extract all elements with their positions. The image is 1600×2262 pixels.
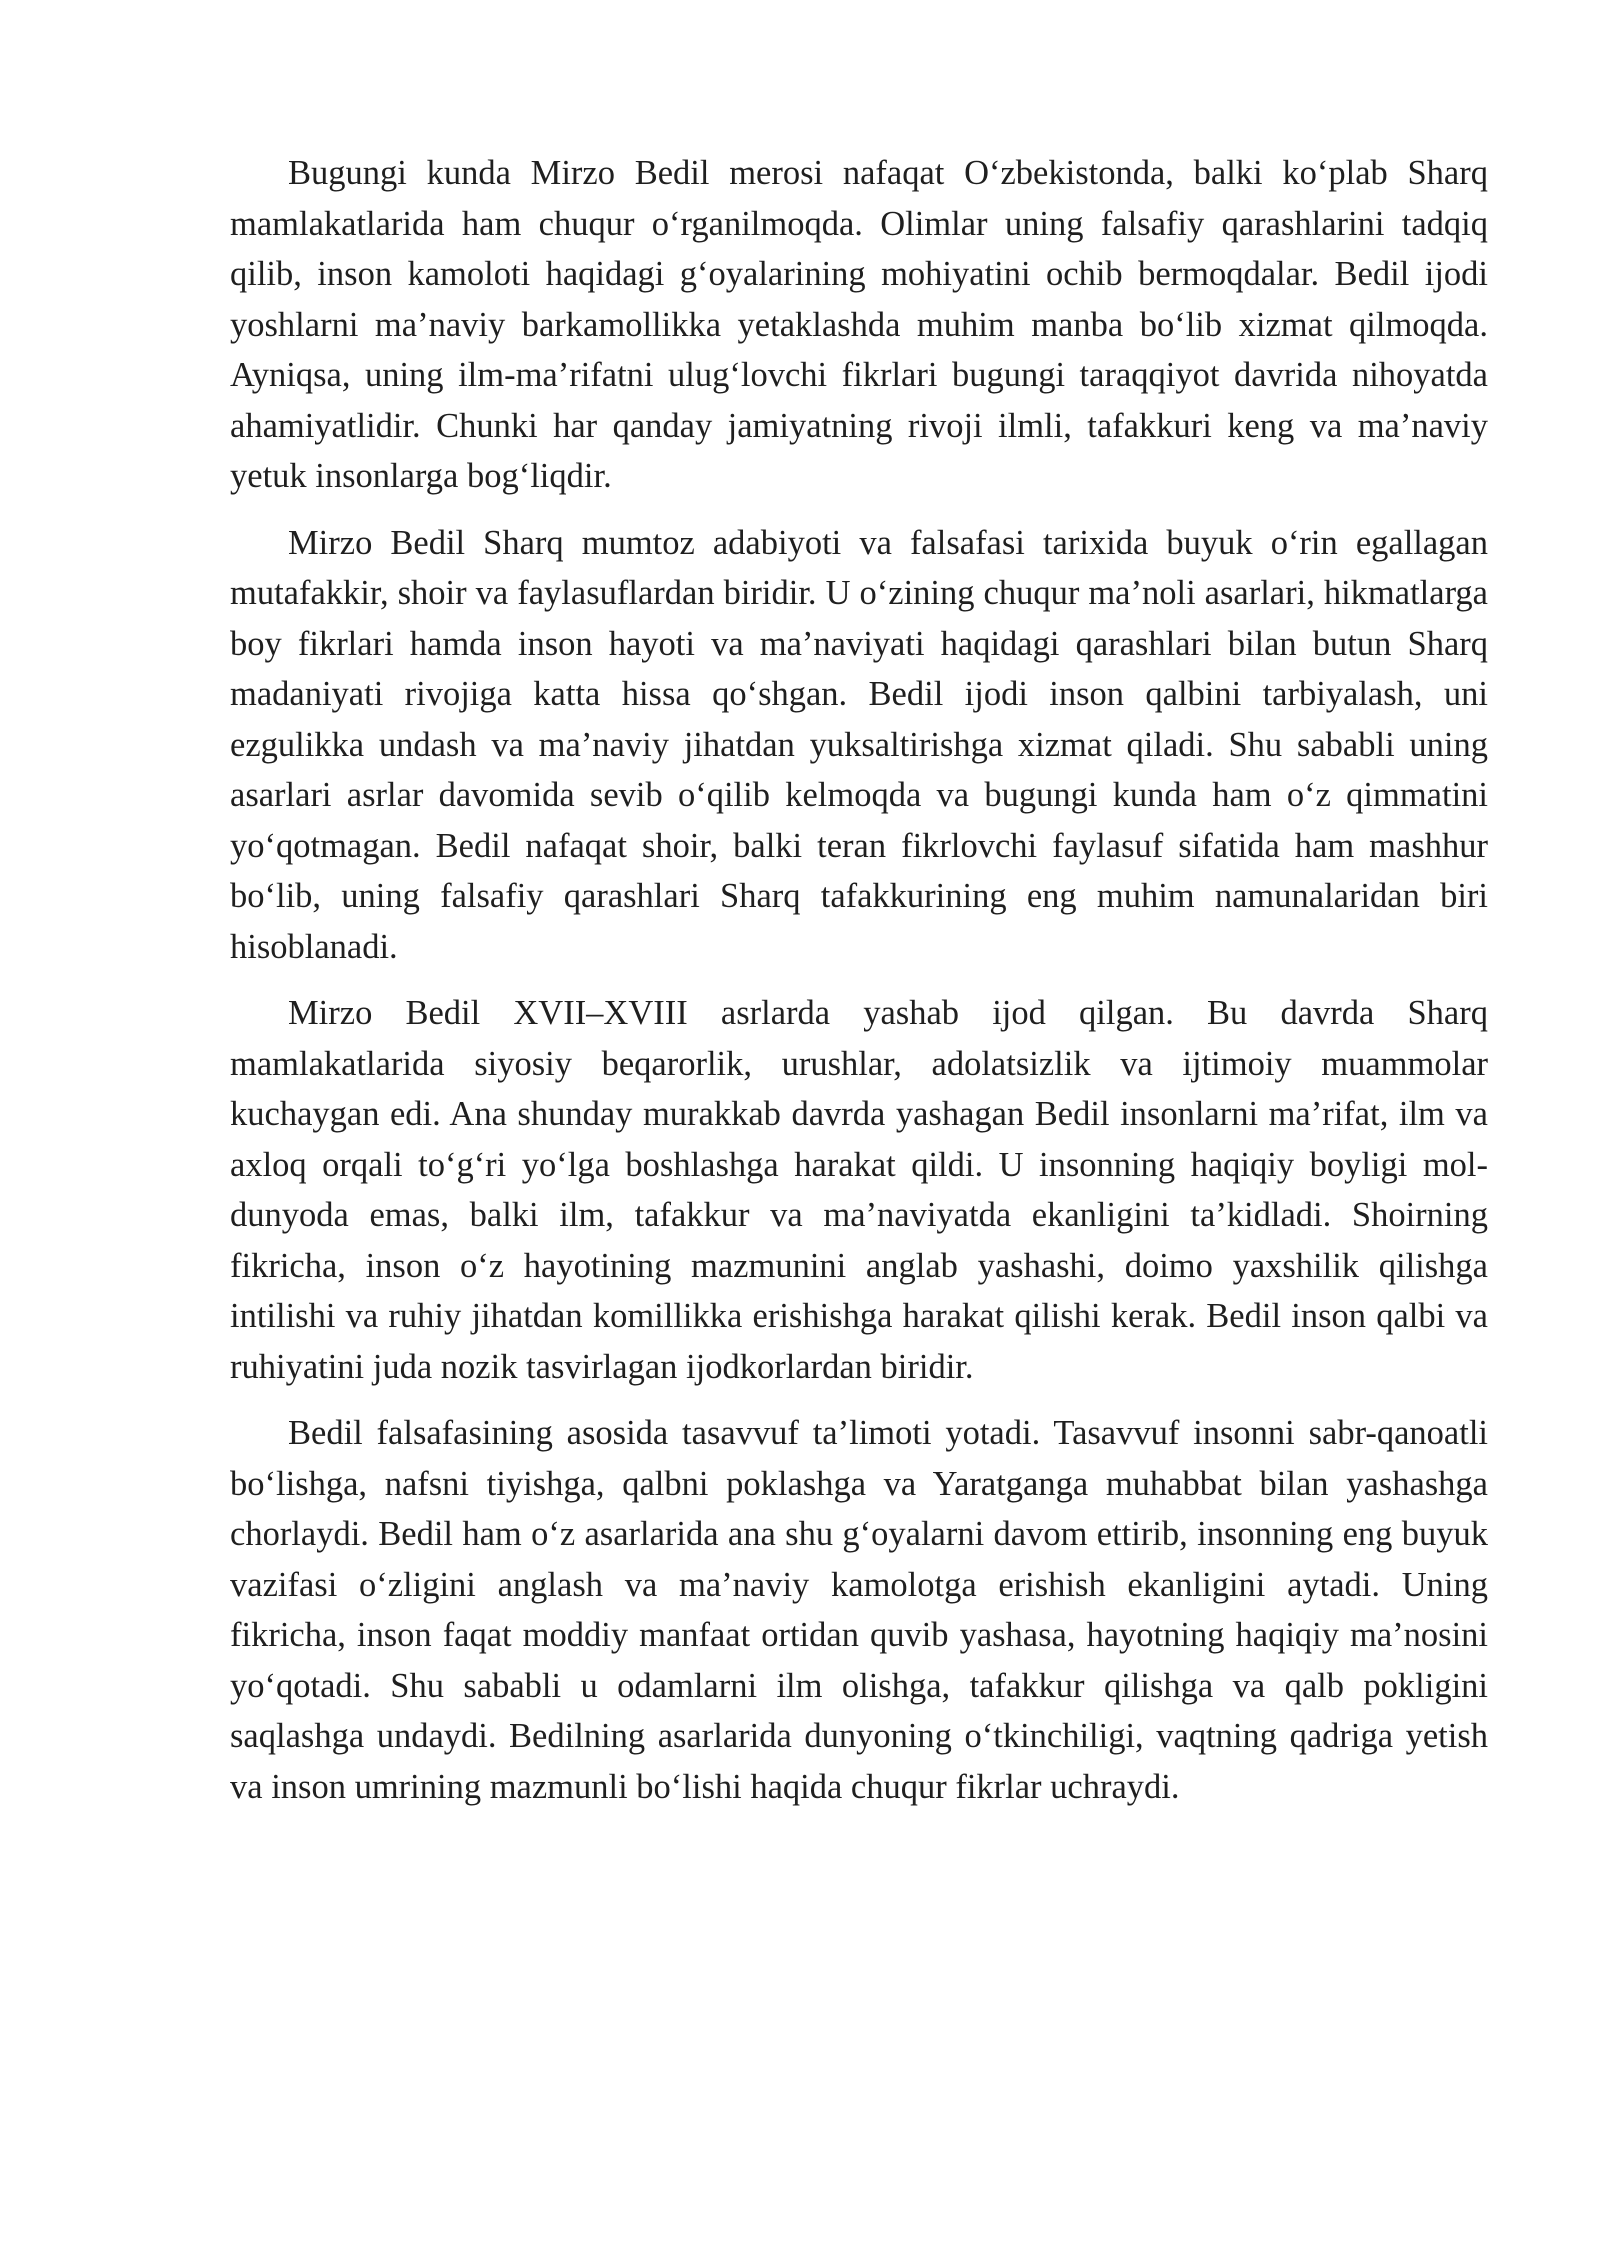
paragraph: Bedil falsafasining asosida tasavvuf ta’limoti yotadi. Tasavvuf insonni sabr-qanoatli bo‘lishga, nafsni tiyishga, qalbni poklashga va Yaratganga muhabbat bilan yashashga chorlaydi. Bedil ham o‘z asarlarida ana shu g‘oyalarni davom ettirib, insonning eng buyuk vazifasi o‘zligini anglash va ma’naviy kamolotga erishish ekanligini aytadi. Uning fikricha, inson faqat moddiy manfaat ortidan quvib yashasa, hayotning haqiqiy ma’nosini yo‘qotadi. Shu sababli u odamlarni ilm olishga, tafakkur qilishga va qalb pokligini saqlashga undaydi. Bedilning asarlarida dunyoning o‘tkinchiligi, vaqtning qadriga yetish va inson umrining mazmunli bo‘lishi haqida chuqur fikrlar uchraydi.: [230, 1414, 1488, 1806]
paragraph: Bugungi kunda Mirzo Bedil merosi nafaqat O‘zbekistonda, balki ko‘plab Sharq mamlakatlarida ham chuqur o‘rganilmoqda. Olimlar uning falsafiy qarashlarini tadqiq qilib, inson kamoloti haqidagi g‘oyalarining mohiyatini ochib bermoqdalar. Bedil ijodi yoshlarni ma’naviy barkamollikka yetaklashda muhim manba bo‘lib xizmat qilmoqda. Ayniqsa, uning ilm-ma’rifatni ulug‘lovchi fikrlari bugungi taraqqiyot davrida nihoyatda ahamiyatlidir. Chunki har qanday jamiyatning rivoji ilmli, tafakkuri keng va ma’naviy yetuk insonlarga bog‘liqdir.: [230, 154, 1488, 495]
body-text: [230, 148, 1488, 1828]
paragraph: Mirzo Bedil XVII–XVIII asrlarda yashab ijod qilgan. Bu davrda Sharq mamlakatlarida siyosiy beqarorlik, urushlar, adolatsizlik va ijtimoiy muammolar kuchaygan edi. Ana shunday murakkab davrda yashagan Bedil insonlarni ma’rifat, ilm va axloq orqali to‘g‘ri yo‘lga boshlashga harakat qildi. U insonning haqiqiy boyligi mol-dunyoda emas, balki ilm, tafakkur va ma’naviyatda ekanligini ta’kidladi. Shoirning fikricha, inson o‘z hayotining mazmunini anglab yashashi, doimo yaxshilik qilishga intilishi va ruhiy jihatdan komillikka erishishga harakat qilishi kerak. Bedil inson qalbi va ruhiyatini juda nozik tasvirlagan ijodkorlardan biridir.: [230, 994, 1488, 1386]
paragraph: Mirzo Bedil Sharq mumtoz adabiyoti va falsafasi tarixida buyuk o‘rin egallagan mutafakkir, shoir va faylasuflardan biridir. U o‘zining chuqur ma’noli asarlari, hikmatlarga boy fikrlari hamda inson hayoti va ma’naviyati haqidagi qarashlari bilan butun Sharq madaniyati rivojiga katta hissa qo‘shgan. Bedil ijodi inson qalbini tarbiyalash, uni ezgulikka undash va ma’naviy jihatdan yuksaltirishga xizmat qiladi. Shu sababli uning asarlari asrlar davomida sevib o‘qilib kelmoqda va bugungi kunda ham o‘z qimmatini yo‘qotmagan. Bedil nafaqat shoir, balki teran fikrlovchi faylasuf sifatida ham mashhur bo‘lib, uning falsafiy qarashlari Sharq tafakkurining eng muhim namunalaridan biri hisoblanadi.: [230, 523, 1488, 966]
